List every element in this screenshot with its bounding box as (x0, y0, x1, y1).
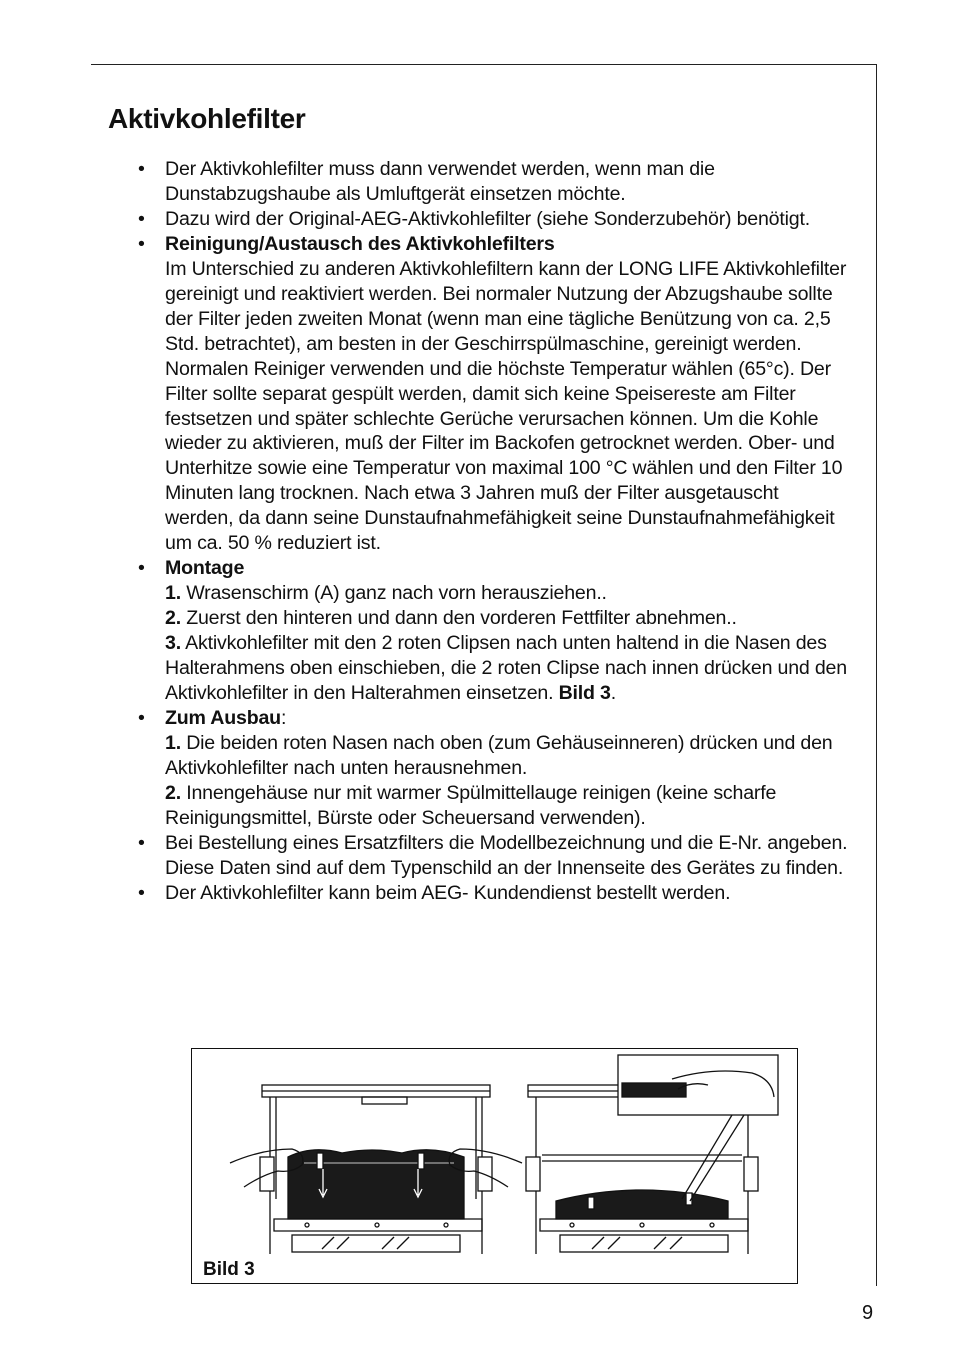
item-text: Dazu wird der Original-AEG-Aktivkohlefilter (siehe Sonderzubehör) benötigt. (165, 207, 810, 230)
item-heading: Reinigung/Austausch des Aktivkohlefilters (165, 232, 555, 255)
bullet: • (138, 207, 145, 230)
list-item (138, 556, 850, 706)
frame-top-rule (91, 64, 877, 65)
step-text: Die beiden roten Nasen nach oben (zum Gehäuseinneren) drücken und den Aktivkohlefilter nach unten herausnehmen. (165, 731, 833, 779)
step-text: Zuerst den hinteren und dann den vorderen Fettfilter abnehmen.. (180, 607, 737, 630)
heading-suffix: : (280, 706, 287, 729)
list-item (138, 706, 850, 831)
list-item (138, 881, 850, 906)
list-item (138, 157, 850, 207)
item-text: Der Aktivkohlefilter kann beim AEG- Kundendienst bestellt werden. (165, 881, 731, 904)
page-title: Aktivkohlefilter (108, 103, 306, 134)
bullet: • (138, 557, 145, 580)
figure-reference: Bild 3 (558, 682, 611, 705)
figure-caption: Bild 3 (203, 1259, 255, 1280)
item-text: Im Unterschied zu anderen Aktivkohlefiltern kann der LONG LIFE Aktivkohlefilter gereinigt und reaktiviert werden. Bei normaler Nutzung der Abzugshaube sollte der Filter jeden zweiten Monat (wenn man eine tägliche Benützung von ca. 2,5 Std. betrachtet), am besten in der Geschirrspülmaschine, gereinigt werden. Normalen Reiniger verwenden und die höchste Temperatur wählen (65°c). Der Filter sollte separat gespült werden, damit sich keine Speisereste am Filter festsetzen und später schlechte Gerüche verursachen können. Um die Kohle wieder zu aktivieren, muß der Filter im Backofen getrocknet werden. Ober- und Unterhitze sowie eine Temperatur von maximal 100 °C wählen und den Filter 10 Minuten lang trocknen. Nach etwa 3 Jahren muß der Filter ausgetauscht werden, da dann seine Dunstaufnahmefähigkeit seine Dunstaufnahmefähigkeit um ca. 50 % reduziert ist. (165, 257, 847, 555)
step-text: Wrasenschirm (A) ganz nach vorn herausziehen.. (180, 582, 607, 605)
hood-illustration (192, 1049, 797, 1283)
step-number: 1. (165, 582, 181, 605)
step-number: 2. (165, 781, 181, 804)
step-number: 1. (165, 731, 181, 754)
page-number: 9 (862, 1302, 874, 1324)
list-item (138, 232, 850, 556)
list-item (138, 207, 850, 232)
bullet: • (138, 881, 145, 904)
bullet: • (138, 831, 145, 854)
bullet: • (138, 158, 145, 180)
step-number: 3. (165, 632, 181, 655)
frame-right-rule (876, 64, 877, 1286)
instruction-list (138, 157, 850, 906)
figure-bild-3 (191, 1048, 798, 1284)
item-heading: Montage (165, 557, 245, 580)
step-number: 2. (165, 607, 181, 630)
step-text: Innengehäuse nur mit warmer Spülmittellauge reinigen (keine scharfe Reinigungsmittel, Bürste oder Scheuersand verwenden). (165, 781, 777, 829)
hood-right-drawing (526, 1055, 778, 1254)
bullet: • (138, 232, 145, 255)
item-text: Bei Bestellung eines Ersatzfilters die Modellbezeichnung und die E-Nr. angeben. Diese Daten sind auf dem Typenschild an der Innenseite des Gerätes zu finden. (165, 831, 848, 879)
step-text-end: . (610, 682, 616, 705)
item-heading: Zum Ausbau (165, 706, 281, 729)
step-text: Aktivkohlefilter mit den 2 roten Clipsen nach unten haltend in die Nasen des Halterahmens oben einschieben, die 2 roten Clipse nach innen drücken und den Aktivkohlefilter in den Halterahmen einsetzen. (165, 632, 847, 705)
item-text: Der Aktivkohlefilter muss dann verwendet werden, wenn man die Dunstabzugshaube als Umluftgerät einsetzen möchte. (165, 158, 715, 205)
list-item (138, 831, 850, 881)
hood-left-drawing (230, 1085, 522, 1254)
bullet: • (138, 706, 145, 729)
